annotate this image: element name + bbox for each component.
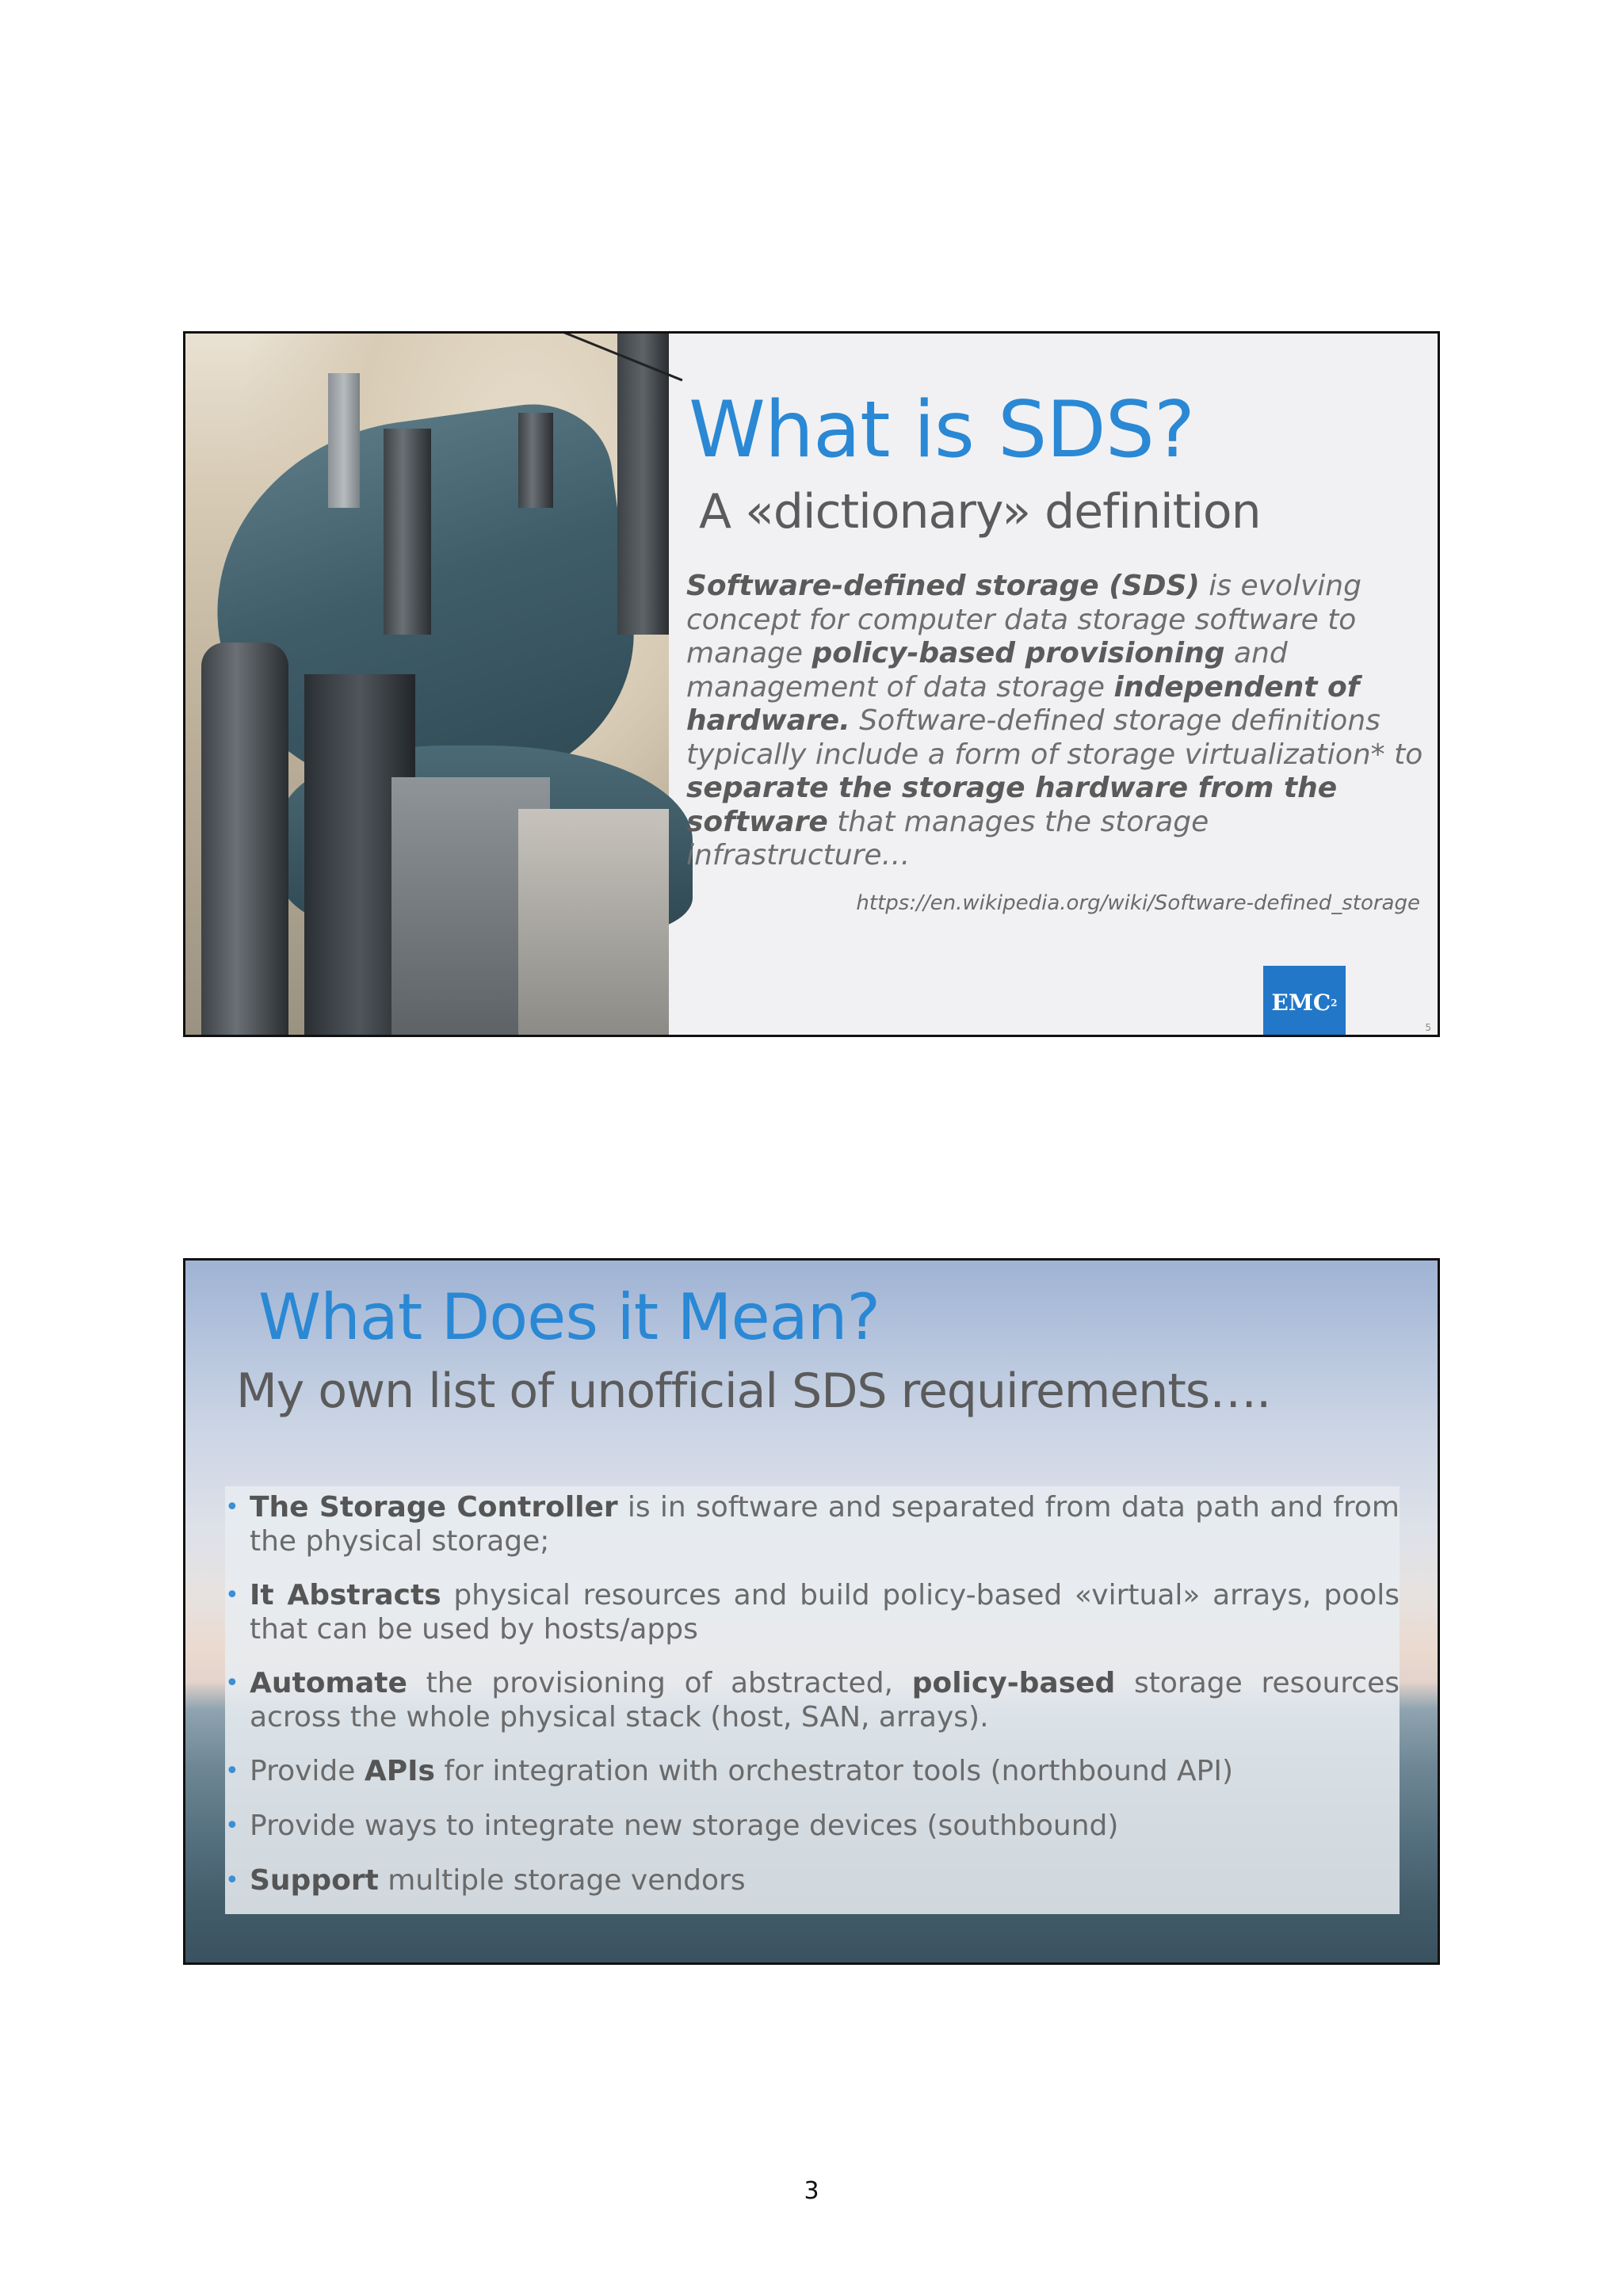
photo-tower	[201, 643, 288, 1037]
definition-text: that manages the storage infrastructure…	[686, 805, 1209, 871]
list-item-text: Provide ways to integrate new storage devices (southbound)	[250, 1810, 1119, 1842]
definition-text: and management of data storage	[686, 637, 1288, 704]
list-item	[225, 1754, 1400, 1788]
list-item	[225, 1863, 1400, 1897]
bullet-icon: •	[225, 1812, 239, 1840]
slide-subtitle: My own list of unofficial SDS requirements….	[236, 1363, 1271, 1419]
photo-tower	[328, 373, 360, 508]
requirements-list	[225, 1490, 1400, 1918]
slide-subtitle: A «dictionary» definition	[699, 484, 1261, 540]
definition-bold-text: policy-based provisioning	[812, 637, 1225, 669]
logo-text: EMC	[1271, 990, 1331, 1016]
list-item-text: the provisioning of abstracted,	[407, 1667, 912, 1699]
city-photo	[185, 334, 669, 1035]
bullet-icon: •	[225, 1867, 239, 1894]
page-number: 3	[804, 2177, 819, 2205]
list-item-text: for integration with orchestrator tools (northbound API)	[434, 1755, 1234, 1787]
list-item-text: multiple storage vendors	[378, 1864, 746, 1897]
slide-what-does-it-mean	[183, 1258, 1440, 1965]
bullet-icon: •	[225, 1669, 239, 1697]
list-item-bold-text: policy-based	[911, 1667, 1116, 1699]
definition-bold-text: Software-defined storage (SDS)	[686, 570, 1200, 602]
bullet-icon: •	[225, 1493, 239, 1521]
bullet-icon: •	[225, 1581, 239, 1609]
slide-number: 5	[1425, 1022, 1431, 1033]
list-item	[225, 1809, 1400, 1843]
definition-text: Software-defined storage definitions typically include a form of storage virtualization* to	[686, 704, 1423, 771]
list-item-text: is in software and separated from data path and from the physical storage;	[250, 1491, 1400, 1558]
list-item	[225, 1578, 1400, 1646]
definition-text: is evolving concept for computer data storage software to manage	[686, 570, 1361, 669]
definition-bold-text: separate the storage hardware from the software	[686, 772, 1338, 838]
list-item-bold-text: The Storage Controller	[250, 1491, 618, 1524]
list-item-text: storage resources across the whole physical stack (host, SAN, arrays).	[250, 1667, 1400, 1733]
bullet-icon: •	[225, 1757, 239, 1785]
photo-tower	[518, 413, 553, 508]
source-link[interactable]: https://en.wikipedia.org/wiki/Software-defined_storage	[856, 891, 1420, 915]
list-item-bold-text: It Abstracts	[250, 1579, 441, 1611]
emc-logo	[1263, 966, 1346, 1037]
list-item-bold-text: APIs	[364, 1755, 435, 1787]
list-item-text: physical resources and build policy-based «virtual» arrays, pools that can be used by hosts/apps	[250, 1579, 1400, 1646]
definition-bold-text: independent of hardware.	[686, 670, 1360, 737]
list-item-bold-text: Automate	[250, 1667, 407, 1699]
photo-building	[518, 809, 669, 1037]
slide-title: What is SDS?	[689, 385, 1194, 475]
list-item	[225, 1490, 1400, 1558]
slide-what-is-sds	[183, 331, 1440, 1037]
logo-superscript: 2	[1331, 997, 1338, 1009]
list-item	[225, 1666, 1400, 1734]
slide-title: What Does it Mean?	[258, 1280, 880, 1354]
list-item-text: Provide	[250, 1755, 365, 1787]
photo-tower	[617, 334, 669, 635]
definition-paragraph	[686, 570, 1423, 873]
photo-tower	[384, 429, 431, 635]
list-item-bold-text: Support	[250, 1864, 379, 1897]
